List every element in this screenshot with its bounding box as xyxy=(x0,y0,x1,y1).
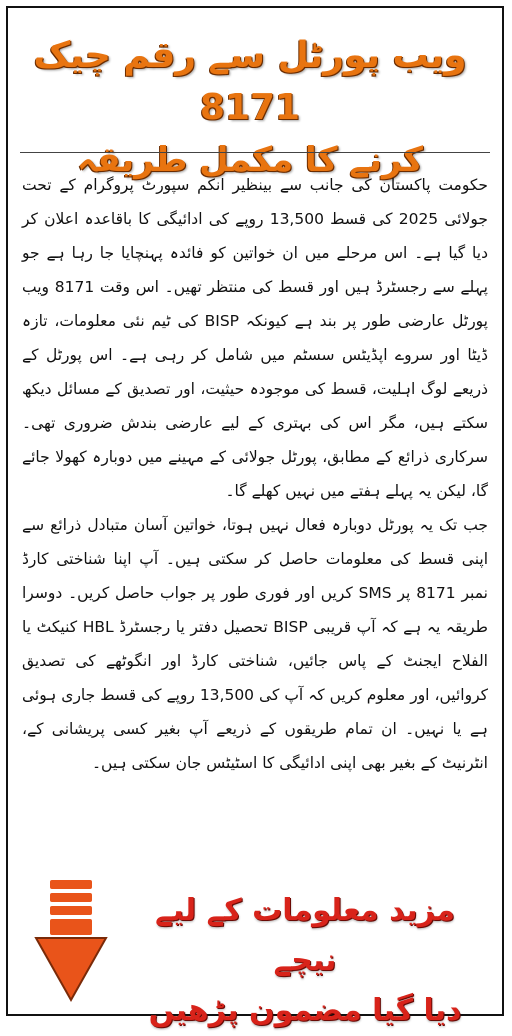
arrow-bar xyxy=(50,919,92,935)
article-body xyxy=(22,168,488,780)
title-divider xyxy=(20,152,490,153)
read-more-text xyxy=(120,886,490,1036)
arrow-bar xyxy=(50,893,92,902)
cta-line-2: دیا گیا مضمون پڑھیں xyxy=(148,993,462,1028)
footer-cta xyxy=(20,880,500,1028)
down-arrow-icon xyxy=(34,880,108,1002)
title-line-1: ویب پورٹل سے رقم چیک 8171 xyxy=(33,35,467,128)
paragraph: جب تک یہ پورٹل دوبارہ فعال نہیں ہوتا، خواتین آسان متبادل ذرائع سے اپنی قسط کی معلومات حاصل کر سکتی ہیں۔ آپ اپنا شناختی کارڈ نمبر 8171 پر SMS کریں اور فوری طور پر جواب حاصل کریں۔ دوسرا طریقہ یہ ہے کہ آپ قریبی BISP تحصیل دفتر یا رجسٹرڈ HBL کنیکٹ یا الفلاح ایجنٹ کے پاس جائیں، شناختی کارڈ اور انگوٹھے کی تصدیق کروائیں، اور معلوم کریں کہ آپ کی 13,500 روپے کی قسط جاری ہوئی ہے یا نہیں۔ ان تمام طریقوں کے ذریعے آپ بغیر کسی پریشانی کے، انٹرنیٹ کے بغیر بھی اپنی ادائیگی کا اسٹیٹس جان سکتی ہیں۔ xyxy=(22,516,489,772)
arrow-bar xyxy=(50,880,92,889)
cta-line-1: مزید معلومات کے لیے نیچے xyxy=(155,893,455,978)
paragraph: حکومت پاکستان کی جانب سے بینظیر انکم سپورٹ پروگرام کے تحت جولائی 2025 کی قسط 13,500 روپے کی ادائیگی کا باقاعدہ اعلان کر دیا گیا ہے۔ اس مرحلے میں ان خواتین کو فائدہ پہنچایا جا رہا ہے جو پہلے سے رجسٹرڈ ہیں اور قسط کی منتظر تھیں۔ اس وقت 8171 ویب پورٹل عارضی طور پر بند ہے کیونکہ BISP کی ٹیم نئی معلومات، تازہ ڈیٹا اور سروے اپڈیٹس سسٹم میں شامل کر رہی ہے۔ اس پورٹل کے ذریعے لوگ اہلیت، قسط کی موجودہ حیثیت، اور تصدیق کے مسائل دیکھ سکتے ہیں، مگر اس کی بہتری کے لیے عارضی بندش ضروری تھی۔ سرکاری ذرائع کے مطابق، پورٹل جولائی کے مہینے میں دوبارہ کھولا جائے گا، لیکن یہ پہلے ہفتے میں نہیں کھلے گا۔ xyxy=(22,176,489,500)
arrow-bar xyxy=(50,906,92,915)
arrow-head xyxy=(34,934,108,1004)
page-title xyxy=(10,30,490,186)
title-line-2: کرنے کا مکمل طریقہ xyxy=(77,140,423,180)
